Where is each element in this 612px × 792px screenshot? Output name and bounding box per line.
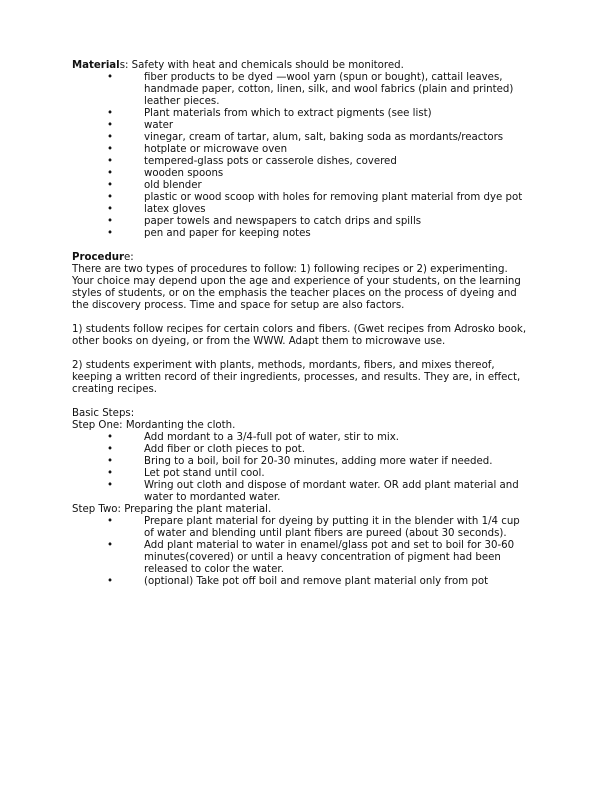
bullet-icon: • bbox=[107, 516, 114, 527]
materials-intro: : Safety with heat and chemicals should be monitored. bbox=[125, 60, 404, 71]
materials-heading bbox=[72, 60, 532, 72]
list-item bbox=[72, 144, 532, 156]
spacer bbox=[72, 312, 532, 324]
bullet-icon: • bbox=[107, 132, 114, 143]
spacer bbox=[72, 396, 532, 408]
bullet-icon: • bbox=[107, 156, 114, 167]
list-item-text: latex gloves bbox=[144, 204, 206, 215]
list-item-text: hotplate or microwave oven bbox=[144, 144, 288, 155]
bullet-icon: • bbox=[107, 228, 114, 239]
list-item bbox=[72, 216, 532, 228]
list-item-text: (optional) Take pot off boil and remove plant material only from pot bbox=[144, 576, 489, 587]
list-item bbox=[72, 576, 532, 588]
list-item-text: Bring to a boil, boil for 20-30 minutes, adding more water if needed. bbox=[144, 456, 493, 467]
list-item-text: paper towels and newspapers to catch drips and spills bbox=[144, 216, 422, 227]
list-item bbox=[72, 540, 532, 576]
materials-heading-tail: s bbox=[119, 60, 125, 71]
procedure-intro: There are two types of procedures to follow: 1) following recipes or 2) experimenting. Your choice may depend upon the age and experience of your students, on the learning styles of students, or on the emphasis the teacher places on the process of dyeing and the discovery process. Time and space for setup are also factors. bbox=[72, 264, 521, 311]
list-item bbox=[72, 468, 532, 480]
list-item bbox=[72, 204, 532, 216]
list-item-text: Plant materials from which to extract pigments (see list) bbox=[144, 108, 432, 119]
list-item bbox=[72, 108, 532, 120]
list-item-text: old blender bbox=[144, 180, 202, 191]
list-item-text: Add fiber or cloth pieces to pot. bbox=[144, 444, 305, 455]
list-item-text: pen and paper for keeping notes bbox=[144, 228, 311, 239]
list-item-text: water bbox=[144, 120, 174, 131]
basic-steps-heading: Basic Steps: bbox=[72, 408, 135, 419]
list-item bbox=[72, 480, 532, 504]
step-one-list bbox=[72, 432, 532, 504]
bullet-icon: • bbox=[107, 120, 114, 131]
list-item bbox=[72, 192, 532, 204]
list-item-text: Add plant material to water in enamel/glass pot and set to boil for 30-60 minutes(covered) or until a heavy concentration of pigment had been released to color the water. bbox=[144, 540, 515, 575]
spacer bbox=[72, 240, 532, 252]
spacer bbox=[72, 348, 532, 360]
step-two-list bbox=[72, 516, 532, 588]
step-one-title: Step One: Mordanting the cloth. bbox=[72, 420, 236, 431]
list-item bbox=[72, 432, 532, 444]
bullet-icon: • bbox=[107, 432, 114, 443]
list-item-text: Add mordant to a 3/4-full pot of water, stir to mix. bbox=[144, 432, 400, 443]
list-item-text: Wring out cloth and dispose of mordant water. OR add plant material and water to mordanted water. bbox=[144, 480, 519, 503]
bullet-icon: • bbox=[107, 72, 114, 83]
bullet-icon: • bbox=[107, 144, 114, 155]
list-item bbox=[72, 168, 532, 180]
list-item bbox=[72, 228, 532, 240]
procedure-heading-label: Procedur bbox=[72, 252, 125, 263]
procedure-heading bbox=[72, 252, 532, 264]
list-item bbox=[72, 120, 532, 132]
list-item bbox=[72, 156, 532, 168]
bullet-icon: • bbox=[107, 192, 114, 203]
list-item-text: tempered-glass pots or casserole dishes, covered bbox=[144, 156, 397, 167]
bullet-icon: • bbox=[107, 108, 114, 119]
list-item-text: Prepare plant material for dyeing by putting it in the blender with 1/4 cup of water and blending until plant fibers are pureed (about 30 seconds). bbox=[144, 516, 520, 539]
materials-heading-label: Material bbox=[72, 60, 120, 71]
list-item-text: vinegar, cream of tartar, alum, salt, baking soda as mordants/reactors bbox=[144, 132, 504, 143]
list-item-text: Let pot stand until cool. bbox=[144, 468, 265, 479]
bullet-icon: • bbox=[107, 168, 114, 179]
bullet-icon: • bbox=[107, 456, 114, 467]
list-item bbox=[72, 72, 532, 108]
bullet-icon: • bbox=[107, 444, 114, 455]
bullet-icon: • bbox=[107, 468, 114, 479]
list-item bbox=[72, 132, 532, 144]
bullet-icon: • bbox=[107, 204, 114, 215]
document-body bbox=[72, 60, 532, 588]
list-item bbox=[72, 180, 532, 192]
list-item-text: plastic or wood scoop with holes for removing plant material from dye pot bbox=[144, 192, 523, 203]
list-item bbox=[72, 516, 532, 540]
procedure-option-recipes: 1) students follow recipes for certain colors and fibers. (Gwet recipes from Adrosko book, other books on dyeing, or from the WWW. Adapt them to microwave use. bbox=[72, 324, 527, 347]
bullet-icon: • bbox=[107, 576, 114, 587]
materials-list bbox=[72, 72, 532, 240]
bullet-icon: • bbox=[107, 540, 114, 551]
list-item-text: fiber products to be dyed —wool yarn (spun or bought), cattail leaves, handmade paper, cotton, linen, silk, and wool fabrics (plain and printed) leather pieces. bbox=[144, 72, 514, 107]
bullet-icon: • bbox=[107, 216, 114, 227]
procedure-option-experiment: 2) students experiment with plants, methods, mordants, fibers, and mixes thereof, keeping a written record of their ingredients, processes, and results. They are, in effect, creating recipes. bbox=[72, 360, 521, 395]
list-item bbox=[72, 444, 532, 456]
bullet-icon: • bbox=[107, 180, 114, 191]
bullet-icon: • bbox=[107, 480, 114, 491]
step-two-title: Step Two: Preparing the plant material. bbox=[72, 504, 272, 515]
list-item bbox=[72, 456, 532, 468]
procedure-heading-tail: e: bbox=[124, 252, 134, 263]
list-item-text: wooden spoons bbox=[144, 168, 224, 179]
